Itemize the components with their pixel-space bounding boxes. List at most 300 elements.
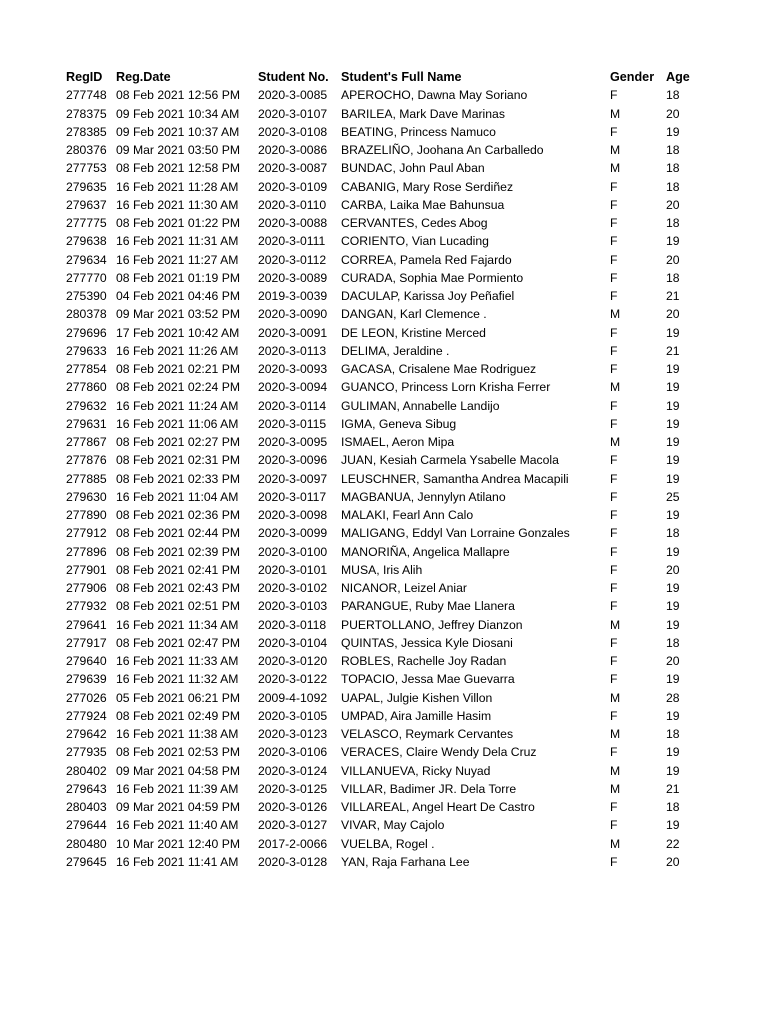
student-no-cell: 2020-3-0125 [258, 781, 328, 796]
regid-cell: 277932 [66, 599, 107, 614]
age-cell: 20 [666, 854, 680, 869]
table-row [66, 670, 706, 688]
gender-cell: F [610, 654, 618, 668]
full-name-cell: NICANOR, Leizel Aniar [341, 581, 467, 595]
age-cell: 20 [666, 106, 680, 121]
student-no-cell: 2020-3-0122 [258, 672, 328, 687]
table-row [66, 305, 706, 323]
table-row [66, 470, 706, 488]
student-no-cell: 2020-3-0127 [258, 818, 328, 833]
student-no-cell: 2020-3-0088 [258, 216, 328, 230]
reg-date-cell: 16 Feb 2021 11:24 AM [116, 398, 239, 413]
full-name-cell: YAN, Raja Farhana Lee [341, 854, 470, 869]
student-no-cell: 2020-3-0108 [258, 124, 328, 139]
full-name-cell: DE LEON, Kristine Merced [341, 325, 486, 340]
age-cell: 19 [666, 435, 680, 449]
reg-date-cell: 08 Feb 2021 02:44 PM [116, 526, 240, 541]
reg-date-cell: 16 Feb 2021 11:39 AM [116, 781, 239, 796]
gender-cell: F [610, 234, 618, 249]
age-cell: 19 [666, 416, 680, 431]
reg-date-cell: 09 Mar 2021 04:59 PM [116, 800, 240, 814]
age-cell: 19 [666, 599, 680, 614]
gender-cell: M [610, 106, 621, 121]
header-row [66, 68, 706, 86]
regid-cell: 279644 [66, 818, 107, 833]
reg-date-cell: 08 Feb 2021 02:43 PM [116, 581, 240, 595]
age-cell: 18 [666, 635, 680, 650]
table-row [66, 141, 706, 159]
student-no-cell: 2020-3-0094 [258, 380, 328, 395]
student-no-cell: 2020-3-0090 [258, 307, 328, 322]
gender-cell: F [610, 416, 618, 431]
full-name-cell: PARANGUE, Ruby Mae Llanera [341, 599, 515, 614]
gender-cell: M [610, 161, 621, 176]
gender-cell: F [610, 124, 618, 139]
regid-cell: 279643 [66, 781, 107, 796]
table-row [66, 579, 706, 597]
student-no-cell: 2020-3-0097 [258, 471, 328, 486]
regid-cell: 277890 [66, 508, 107, 522]
table-row [66, 105, 706, 123]
full-name-cell: QUINTAS, Jessica Kyle Diosani [341, 635, 513, 650]
regid-cell: 279639 [66, 672, 107, 687]
regid-cell: 277748 [66, 88, 107, 103]
full-name-cell: MALAKI, Fearl Ann Calo [341, 508, 474, 522]
reg-date-cell: 08 Feb 2021 02:33 PM [116, 471, 240, 486]
age-cell: 28 [666, 690, 680, 705]
table-row [66, 707, 706, 725]
student-roster-table [66, 68, 706, 871]
column-header-student-no: Student No. [258, 70, 329, 84]
gender-cell: F [610, 362, 618, 376]
regid-cell: 277775 [66, 216, 107, 230]
regid-cell: 279631 [66, 416, 107, 431]
student-no-cell: 2020-3-0101 [258, 562, 328, 577]
student-no-cell: 2019-3-0039 [258, 289, 328, 303]
regid-cell: 277896 [66, 544, 107, 559]
regid-cell: 277860 [66, 380, 107, 395]
regid-cell: 280480 [66, 836, 107, 851]
reg-date-cell: 08 Feb 2021 02:21 PM [116, 362, 240, 376]
reg-date-cell: 09 Mar 2021 03:50 PM [116, 143, 240, 157]
regid-cell: 279635 [66, 179, 107, 194]
regid-cell: 278385 [66, 124, 107, 139]
gender-cell: F [610, 325, 618, 340]
gender-cell: F [610, 599, 618, 614]
regid-cell: 279637 [66, 197, 107, 212]
reg-date-cell: 16 Feb 2021 11:28 AM [116, 179, 239, 194]
full-name-cell: BARILEA, Mark Dave Marinas [341, 106, 505, 121]
age-cell: 19 [666, 745, 680, 760]
regid-cell: 277935 [66, 745, 107, 760]
full-name-cell: CARBA, Laika Mae Bahunsua [341, 197, 505, 212]
table-row [66, 159, 706, 177]
regid-cell: 277854 [66, 362, 107, 376]
table-row [66, 689, 706, 707]
regid-cell: 279696 [66, 325, 107, 340]
table-row [66, 123, 706, 141]
regid-cell: 280378 [66, 307, 107, 322]
gender-cell: F [610, 289, 618, 303]
column-header-age: Age [666, 70, 690, 84]
table-row [66, 780, 706, 798]
full-name-cell: VILLAREAL, Angel Heart De Castro [341, 800, 535, 814]
full-name-cell: ROBLES, Rachelle Joy Radan [341, 654, 507, 668]
full-name-cell: APEROCHO, Dawna May Soriano [341, 88, 528, 103]
reg-date-cell: 16 Feb 2021 11:32 AM [116, 672, 239, 687]
student-no-cell: 2020-3-0102 [258, 581, 328, 595]
regid-cell: 279632 [66, 398, 107, 413]
table-row [66, 634, 706, 652]
student-no-cell: 2020-3-0085 [258, 88, 328, 103]
regid-cell: 277924 [66, 708, 107, 723]
reg-date-cell: 08 Feb 2021 02:39 PM [116, 544, 240, 559]
age-cell: 19 [666, 544, 680, 559]
gender-cell: F [610, 562, 618, 577]
full-name-cell: ISMAEL, Aeron Mipa [341, 435, 455, 449]
full-name-cell: GACASA, Crisalene Mae Rodriguez [341, 362, 537, 376]
full-name-cell: GULIMAN, Annabelle Landijo [341, 398, 500, 413]
age-cell: 19 [666, 672, 680, 687]
student-no-cell: 2020-3-0095 [258, 435, 328, 449]
reg-date-cell: 17 Feb 2021 10:42 AM [116, 325, 240, 340]
full-name-cell: CABANIG, Mary Rose Serdiñez [341, 179, 514, 194]
regid-cell: 279638 [66, 234, 107, 249]
column-header-regid: RegID [66, 70, 103, 84]
table-row [66, 561, 706, 579]
table-row [66, 597, 706, 615]
gender-cell: M [610, 435, 621, 449]
gender-cell: F [610, 672, 618, 687]
full-name-cell: UMPAD, Aira Jamille Hasim [341, 708, 492, 723]
full-name-cell: BRAZELIÑO, Joohana An Carballedo [341, 143, 544, 157]
column-header-full-name: Student's Full Name [341, 70, 462, 84]
table-row [66, 214, 706, 232]
full-name-cell: VUELBA, Rogel . [341, 836, 435, 851]
age-cell: 18 [666, 143, 680, 157]
age-cell: 19 [666, 234, 680, 249]
student-no-cell: 2020-3-0100 [258, 544, 328, 559]
gender-cell: M [610, 836, 621, 851]
table-row [66, 360, 706, 378]
student-no-cell: 2020-3-0128 [258, 854, 328, 869]
gender-cell: F [610, 489, 618, 504]
regid-cell: 279645 [66, 854, 107, 869]
gender-cell: M [610, 380, 621, 395]
table-row [66, 251, 706, 269]
age-cell: 19 [666, 581, 680, 595]
full-name-cell: DACULAP, Karissa Joy Peñafiel [341, 289, 515, 303]
reg-date-cell: 09 Feb 2021 10:34 AM [116, 106, 240, 121]
table-row [66, 743, 706, 761]
table-row [66, 816, 706, 834]
table-row [66, 269, 706, 287]
reg-date-cell: 08 Feb 2021 01:22 PM [116, 216, 240, 230]
reg-date-cell: 16 Feb 2021 11:27 AM [116, 252, 239, 267]
age-cell: 19 [666, 380, 680, 395]
gender-cell: F [610, 252, 618, 267]
regid-cell: 280376 [66, 143, 107, 157]
regid-cell: 277026 [66, 690, 107, 705]
reg-date-cell: 08 Feb 2021 02:47 PM [116, 635, 240, 650]
student-no-cell: 2020-3-0087 [258, 161, 328, 176]
age-cell: 18 [666, 526, 680, 541]
full-name-cell: PUERTOLLANO, Jeffrey Dianzon [341, 617, 523, 632]
full-name-cell: VELASCO, Reymark Cervantes [341, 727, 514, 741]
regid-cell: 279642 [66, 727, 107, 741]
reg-date-cell: 08 Feb 2021 02:36 PM [116, 508, 240, 522]
reg-date-cell: 08 Feb 2021 02:31 PM [116, 453, 240, 468]
reg-date-cell: 09 Mar 2021 03:52 PM [116, 307, 240, 322]
regid-cell: 279630 [66, 489, 107, 504]
table-row [66, 853, 706, 871]
table-row [66, 178, 706, 196]
age-cell: 18 [666, 88, 680, 103]
regid-cell: 277770 [66, 270, 107, 285]
full-name-cell: MUSA, Iris Alih [341, 562, 423, 577]
gender-cell: F [610, 471, 618, 486]
table-row [66, 652, 706, 670]
reg-date-cell: 16 Feb 2021 11:38 AM [116, 727, 239, 741]
reg-date-cell: 16 Feb 2021 11:30 AM [116, 197, 239, 212]
gender-cell: F [610, 544, 618, 559]
gender-cell: M [610, 763, 621, 778]
regid-cell: 277912 [66, 526, 107, 541]
student-no-cell: 2020-3-0107 [258, 106, 328, 121]
reg-date-cell: 08 Feb 2021 02:41 PM [116, 562, 240, 577]
gender-cell: M [610, 307, 621, 322]
full-name-cell: VERACES, Claire Wendy Dela Cruz [341, 745, 537, 760]
age-cell: 20 [666, 654, 680, 668]
reg-date-cell: 08 Feb 2021 01:19 PM [116, 270, 240, 285]
gender-cell: F [610, 708, 618, 723]
full-name-cell: DELIMA, Jeraldine . [341, 343, 450, 358]
table-row [66, 378, 706, 396]
table-row [66, 616, 706, 634]
age-cell: 19 [666, 763, 680, 778]
gender-cell: F [610, 526, 618, 541]
gender-cell: F [610, 818, 618, 833]
student-no-cell: 2020-3-0114 [258, 398, 327, 413]
gender-cell: F [610, 745, 618, 760]
table-row [66, 324, 706, 342]
table-row [66, 488, 706, 506]
full-name-cell: BEATING, Princess Namuco [341, 124, 496, 139]
age-cell: 20 [666, 197, 680, 212]
student-no-cell: 2020-3-0112 [258, 252, 327, 267]
full-name-cell: BUNDAC, John Paul Aban [341, 161, 485, 176]
student-no-cell: 2020-3-0099 [258, 526, 328, 541]
table-row [66, 342, 706, 360]
reg-date-cell: 08 Feb 2021 02:49 PM [116, 708, 240, 723]
table-row [66, 415, 706, 433]
full-name-cell: IGMA, Geneva Sibug [341, 416, 457, 431]
gender-cell: F [610, 508, 618, 522]
gender-cell: F [610, 270, 618, 285]
gender-cell: F [610, 179, 618, 194]
table-row [66, 543, 706, 561]
student-no-cell: 2020-3-0117 [258, 489, 327, 504]
age-cell: 19 [666, 818, 680, 833]
reg-date-cell: 08 Feb 2021 02:24 PM [116, 380, 240, 395]
full-name-cell: VILLANUEVA, Ricky Nuyad [341, 763, 491, 778]
regid-cell: 277885 [66, 471, 107, 486]
table-row [66, 196, 706, 214]
student-roster-sheet [66, 68, 746, 871]
student-no-cell: 2020-3-0123 [258, 727, 328, 741]
student-no-cell: 2020-3-0120 [258, 654, 328, 668]
student-no-cell: 2020-3-0115 [258, 416, 327, 431]
student-no-cell: 2020-3-0104 [258, 635, 328, 650]
age-cell: 18 [666, 161, 680, 176]
full-name-cell: VILLAR, Badimer JR. Dela Torre [341, 781, 517, 796]
regid-cell: 278375 [66, 106, 107, 121]
student-no-cell: 2020-3-0118 [258, 617, 327, 632]
table-row [66, 835, 706, 853]
gender-cell: F [610, 343, 618, 358]
column-header-gender: Gender [610, 70, 655, 84]
age-cell: 18 [666, 179, 680, 194]
regid-cell: 275390 [66, 289, 107, 303]
gender-cell: F [610, 854, 618, 869]
reg-date-cell: 08 Feb 2021 02:51 PM [116, 599, 240, 614]
student-no-cell: 2020-3-0086 [258, 143, 328, 157]
reg-date-cell: 16 Feb 2021 11:26 AM [116, 343, 239, 358]
full-name-cell: CORIENTO, Vian Lucading [341, 234, 489, 249]
table-row [66, 506, 706, 524]
student-no-cell: 2020-3-0110 [258, 197, 327, 212]
regid-cell: 277867 [66, 435, 107, 449]
gender-cell: M [610, 143, 621, 157]
column-header-reg-date: Reg.Date [116, 70, 171, 84]
age-cell: 20 [666, 562, 680, 577]
age-cell: 20 [666, 252, 680, 267]
student-no-cell: 2020-3-0103 [258, 599, 328, 614]
full-name-cell: CORREA, Pamela Red Fajardo [341, 252, 512, 267]
reg-date-cell: 16 Feb 2021 11:33 AM [116, 654, 239, 668]
age-cell: 21 [666, 343, 680, 358]
gender-cell: F [610, 453, 618, 468]
full-name-cell: MALIGANG, Eddyl Van Lorraine Gonzales [341, 526, 570, 541]
student-no-cell: 2020-3-0113 [258, 343, 327, 358]
student-no-cell: 2009-4-1092 [258, 690, 328, 705]
table-row [66, 524, 706, 542]
reg-date-cell: 09 Mar 2021 04:58 PM [116, 763, 240, 778]
age-cell: 18 [666, 270, 680, 285]
student-no-cell: 2020-3-0126 [258, 800, 328, 814]
full-name-cell: DANGAN, Karl Clemence . [341, 307, 487, 322]
regid-cell: 280403 [66, 800, 107, 814]
student-no-cell: 2020-3-0091 [258, 325, 328, 340]
age-cell: 22 [666, 836, 680, 851]
reg-date-cell: 08 Feb 2021 12:58 PM [116, 161, 240, 176]
reg-date-cell: 05 Feb 2021 06:21 PM [116, 690, 240, 705]
age-cell: 19 [666, 325, 680, 340]
age-cell: 18 [666, 800, 680, 814]
reg-date-cell: 09 Feb 2021 10:37 AM [116, 124, 240, 139]
reg-date-cell: 16 Feb 2021 11:41 AM [116, 854, 239, 869]
table-row [66, 762, 706, 780]
gender-cell: F [610, 197, 618, 212]
age-cell: 18 [666, 216, 680, 230]
full-name-cell: UAPAL, Julgie Kishen Villon [341, 690, 493, 705]
regid-cell: 280402 [66, 763, 107, 778]
reg-date-cell: 16 Feb 2021 11:04 AM [116, 489, 239, 504]
reg-date-cell: 16 Feb 2021 11:40 AM [116, 818, 239, 833]
gender-cell: F [610, 216, 618, 230]
student-no-cell: 2020-3-0109 [258, 179, 328, 194]
student-no-cell: 2020-3-0124 [258, 763, 328, 778]
student-no-cell: 2020-3-0089 [258, 270, 328, 285]
student-no-cell: 2020-3-0093 [258, 362, 328, 376]
reg-date-cell: 16 Feb 2021 11:34 AM [116, 617, 239, 632]
regid-cell: 279633 [66, 343, 107, 358]
full-name-cell: MAGBANUA, Jennylyn Atilano [341, 489, 506, 504]
reg-date-cell: 08 Feb 2021 02:53 PM [116, 745, 240, 760]
gender-cell: M [610, 617, 621, 632]
gender-cell: F [610, 635, 618, 650]
regid-cell: 277901 [66, 562, 107, 577]
student-no-cell: 2017-2-0066 [258, 836, 328, 851]
age-cell: 19 [666, 617, 680, 632]
regid-cell: 279634 [66, 252, 107, 267]
regid-cell: 277917 [66, 635, 107, 650]
regid-cell: 277906 [66, 581, 107, 595]
table-row [66, 725, 706, 743]
full-name-cell: CERVANTES, Cedes Abog [341, 216, 488, 230]
age-cell: 19 [666, 453, 680, 468]
table-row [66, 397, 706, 415]
student-no-cell: 2020-3-0096 [258, 453, 328, 468]
reg-date-cell: 08 Feb 2021 02:27 PM [116, 435, 240, 449]
student-no-cell: 2020-3-0106 [258, 745, 328, 760]
gender-cell: M [610, 781, 621, 796]
table-row [66, 433, 706, 451]
table-row [66, 232, 706, 250]
gender-cell: F [610, 88, 618, 103]
age-cell: 19 [666, 708, 680, 723]
student-no-cell: 2020-3-0098 [258, 508, 328, 522]
age-cell: 20 [666, 307, 680, 322]
full-name-cell: CURADA, Sophia Mae Pormiento [341, 270, 524, 285]
reg-date-cell: 16 Feb 2021 11:31 AM [116, 234, 239, 249]
table-row [66, 86, 706, 104]
full-name-cell: TOPACIO, Jessa Mae Guevarra [341, 672, 515, 687]
age-cell: 19 [666, 362, 680, 376]
regid-cell: 277876 [66, 453, 107, 468]
gender-cell: F [610, 398, 618, 413]
age-cell: 25 [666, 489, 680, 504]
full-name-cell: GUANCO, Princess Lorn Krisha Ferrer [341, 380, 551, 395]
reg-date-cell: 08 Feb 2021 12:56 PM [116, 88, 240, 103]
regid-cell: 279640 [66, 654, 107, 668]
student-no-cell: 2020-3-0111 [258, 234, 326, 249]
table-row [66, 451, 706, 469]
full-name-cell: JUAN, Kesiah Carmela Ysabelle Macola [341, 453, 559, 468]
age-cell: 19 [666, 398, 680, 413]
gender-cell: F [610, 800, 618, 814]
table-row [66, 287, 706, 305]
age-cell: 19 [666, 471, 680, 486]
reg-date-cell: 10 Mar 2021 12:40 PM [116, 836, 240, 851]
age-cell: 21 [666, 289, 680, 303]
reg-date-cell: 04 Feb 2021 04:46 PM [116, 289, 240, 303]
full-name-cell: LEUSCHNER, Samantha Andrea Macapili [341, 471, 569, 486]
regid-cell: 279641 [66, 617, 107, 632]
gender-cell: M [610, 727, 621, 741]
table-row [66, 798, 706, 816]
age-cell: 21 [666, 781, 680, 796]
